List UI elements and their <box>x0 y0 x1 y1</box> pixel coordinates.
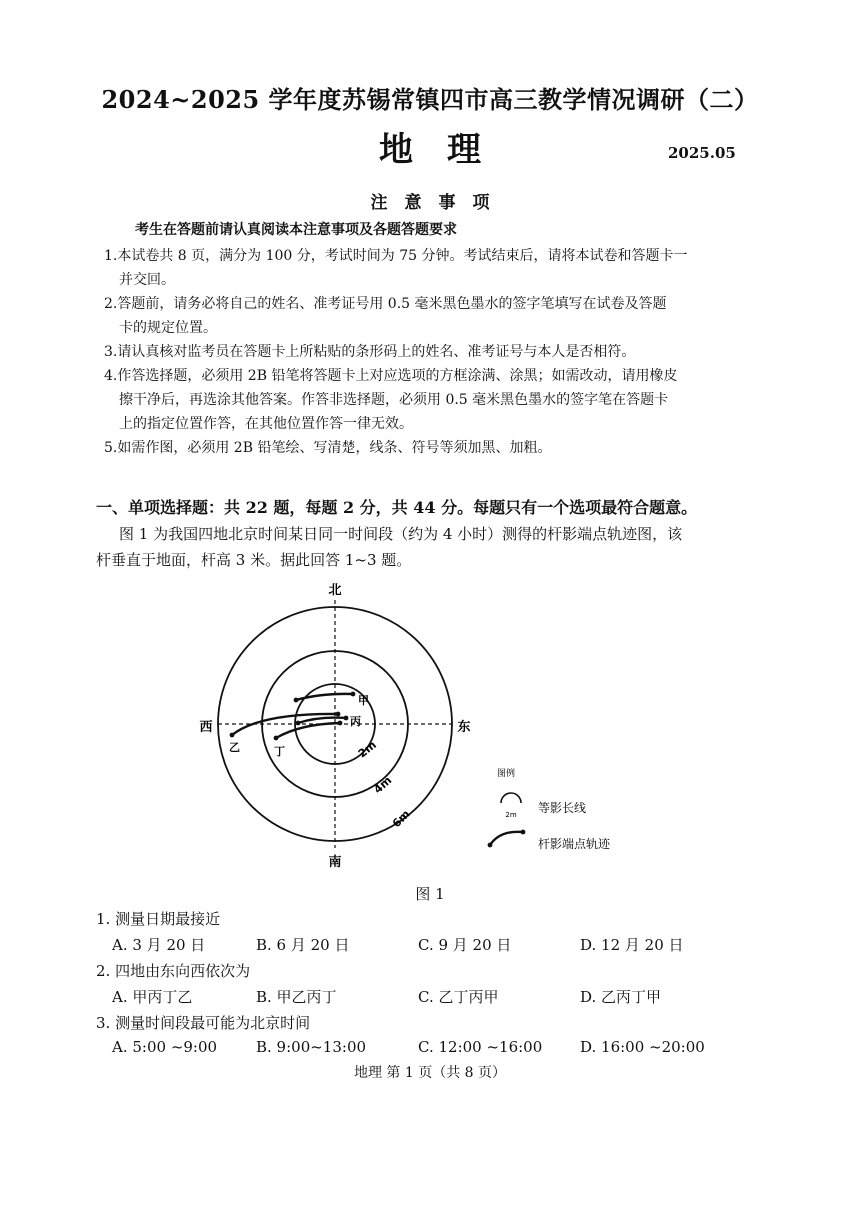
legend-track-icon <box>490 832 523 845</box>
track-yi-start-dot <box>230 733 235 738</box>
exam-date: 2025.05 <box>668 144 736 162</box>
track-jia-start-dot <box>294 698 299 703</box>
track-ding-start-dot <box>274 736 279 741</box>
notice-intro: 考生在答题前请认真阅读本注意事项及各题答题要求 <box>135 222 457 238</box>
question-3-option-b: B. 9:00~13:00 <box>256 1038 367 1056</box>
intro-line-1: 图 1 为我国四地北京时间某日同一时间段（约为 4 小时）测得的杆影端点轨迹图，该 <box>119 525 683 543</box>
track-bing-end-dot <box>344 716 349 721</box>
legend-contour-icon <box>501 793 521 803</box>
question-2-option-b: B. 甲乙丙丁 <box>256 988 337 1006</box>
place-label-yi: 乙 <box>229 741 240 754</box>
question-2-option-c: C. 乙丁丙甲 <box>418 988 499 1006</box>
question-1-option-c: C. 9 月 20 日 <box>418 936 512 954</box>
question-1-option-b: B. 6 月 20 日 <box>256 936 350 954</box>
legend-contour-sample: 2m <box>505 811 517 819</box>
track-jia <box>296 694 353 700</box>
question-3-stem: 3. 测量时间段最可能为北京时间 <box>96 1014 311 1032</box>
question-3-option-d: D. 16:00 ~20:00 <box>580 1038 705 1056</box>
contour-label-6m: 6m <box>389 807 413 831</box>
exam-title: 2024~2025 学年度苏锡常镇四市高三教学情况调研（二） <box>101 85 759 114</box>
place-label-bing: 丙 <box>350 715 361 728</box>
north-label: 北 <box>328 583 342 598</box>
notice-item-4-line1: 4.作答选择题，必须用 2B 铅笔将答题卡上对应选项的方框涂满、涂黑；如需改动，请用橡皮 <box>104 368 678 384</box>
legend-track-label: 杆影端点轨迹 <box>538 837 611 851</box>
question-1-option-d: D. 12 月 20 日 <box>580 936 684 954</box>
notice-item-3-line1: 3.请认真核对监考员在答题卡上所粘贴的条形码上的姓名、准考证号与本人是否相符。 <box>104 344 636 360</box>
place-label-ding: 丁 <box>274 745 285 758</box>
notice-item-2-line2: 卡的规定位置。 <box>119 320 217 336</box>
figure-caption: 图 1 <box>415 885 445 903</box>
contour-label-2m: 2m <box>355 738 379 761</box>
legend-title: 图例 <box>497 769 516 779</box>
east-label: 东 <box>457 720 471 735</box>
west-label: 西 <box>199 720 213 735</box>
notice-item-5-line1: 5.如需作图，必须用 2B 铅笔绘、写清楚，线条、符号等须加黑、加粗。 <box>104 440 552 456</box>
legend-track-start-dot <box>488 843 493 848</box>
page-footer: 地理 第 1 页（共 8 页） <box>353 1065 507 1081</box>
track-ding <box>276 723 340 738</box>
question-3-option-c: C. 12:00 ~16:00 <box>418 1038 543 1056</box>
notice-item-4-line2: 擦干净后，再选涂其他答案。作答非选择题，必须用 0.5 毫米黑色墨水的签字笔在答题卡 <box>119 392 669 408</box>
section-heading: 一、单项选择题：共 22 题，每题 2 分，共 44 分。每题只有一个选项最符合题意。 <box>96 498 698 517</box>
place-label-jia: 甲 <box>358 694 369 707</box>
track-yi-end-dot <box>336 712 341 717</box>
subject-title: 地 理 <box>379 130 481 170</box>
question-3-option-a: A. 5:00 ~9:00 <box>112 1038 218 1056</box>
legend-contour-label: 等影长线 <box>538 801 587 815</box>
south-label: 南 <box>328 855 342 870</box>
notice-item-1-line1: 1.本试卷共 8 页，满分为 100 分，考试时间为 75 分钟。考试结束后，请将本试卷和答题卡一 <box>104 248 688 264</box>
notice-item-4-line3: 上的指定位置作答，在其他位置作答一律无效。 <box>119 416 413 432</box>
notice-title: 注 意 事 项 <box>370 193 490 213</box>
notice-item-1-line2: 并交回。 <box>119 272 175 288</box>
track-jia-end-dot <box>351 692 356 697</box>
contour-label-4m: 4m <box>371 773 395 797</box>
track-ding-end-dot <box>338 721 343 726</box>
question-2-option-d: D. 乙丙丁甲 <box>580 988 662 1006</box>
legend-track-end-dot <box>521 830 526 835</box>
question-2-stem: 2. 四地由东向西依次为 <box>96 962 251 980</box>
track-bing-start-dot <box>296 721 301 726</box>
question-1-stem: 1. 测量日期最接近 <box>96 910 221 928</box>
notice-item-2-line1: 2.答题前，请务必将自己的姓名、准考证号用 0.5 毫米黑色墨水的签字笔填写在试卷及答题 <box>104 296 667 312</box>
question-1-option-a: A. 3 月 20 日 <box>112 936 206 954</box>
intro-line-2: 杆垂直于地面，杆高 3 米。据此回答 1~3 题。 <box>96 551 412 569</box>
question-2-option-a: A. 甲丙丁乙 <box>112 988 193 1006</box>
